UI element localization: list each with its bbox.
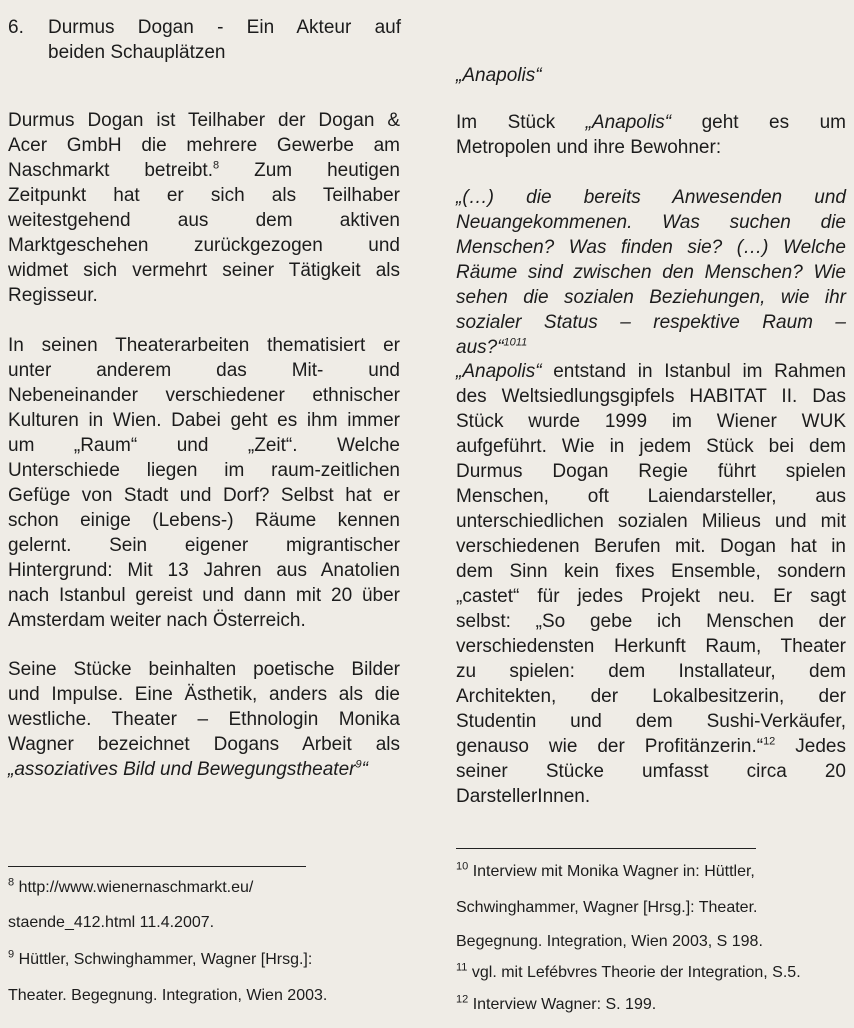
- text-line: [8, 757, 400, 782]
- text-line: Amsterdam weiter nach Österreich.: [8, 610, 306, 631]
- text-line: unterschiedlichen sozialen Milieus und mit: [456, 511, 846, 532]
- section-title-line2: beiden Schauplätzen: [48, 42, 226, 63]
- footnote-10-cont: [456, 898, 757, 918]
- text-line: sozialer Status – respektive Raum –: [456, 312, 846, 333]
- right-paragraph-1: [456, 110, 846, 160]
- text-line: Zeitpunkt hat er sich als Teilhaber: [8, 185, 400, 206]
- text-line: DarstellerInnen.: [456, 786, 591, 807]
- section-title-line1: Durmus Dogan - Ein Akteur auf: [48, 17, 401, 38]
- text-line: Kulturen in Wien. Dabei geht es ihm immer: [8, 410, 400, 431]
- footnote-link[interactable]: http://www.wienernaschmarkt.eu/: [18, 879, 254, 896]
- text-line: Marktgeschehen zurückgezogen und: [8, 235, 400, 256]
- text-line: [456, 335, 846, 360]
- footnote-divider: [8, 866, 306, 867]
- text-line: [456, 110, 846, 135]
- text-fragment: Naschmarkt betreibt.: [8, 160, 213, 181]
- text-line: „(…) die bereits Anwesenden und: [456, 187, 846, 208]
- footnote-ref-12[interactable]: 12: [763, 735, 776, 748]
- text-line: des Weltsiedlungsgipfels HABITAT II. Das: [456, 386, 846, 407]
- footnote-10-cont2: [456, 932, 763, 952]
- text-line: Acer GmbH die mehrere Gewerbe am: [8, 135, 400, 156]
- left-paragraph-2: [8, 333, 400, 633]
- text-line: zu spielen: dem Installateur, dem: [456, 661, 846, 682]
- footnote-text: Interview mit Monika Wagner in: Hüttler,: [472, 863, 755, 880]
- left-paragraph-3: [8, 657, 400, 782]
- text-line: schon einige (Lebens-) Räume kennen: [8, 510, 400, 531]
- text-fragment: Zum heutigen: [219, 160, 400, 181]
- text-line: selbst: „So gebe ich Menschen der: [456, 611, 846, 632]
- text-line: Durmus Dogan ist Teilhaber der Dogan &: [8, 110, 400, 131]
- text-line: Seine Stücke beinhalten poetische Bilder: [8, 659, 400, 680]
- text-line: nach Istanbul gereist und dann mit 20 über: [8, 585, 400, 606]
- footnote-text: Theater. Begegnung. Integration, Wien 2003.: [8, 987, 328, 1004]
- text-line: [8, 158, 400, 183]
- text-line: Menschen, oft Laiendarsteller, aus: [456, 486, 846, 507]
- text-line: Hintergrund: Mit 13 Jahren aus Anatolien: [8, 560, 400, 581]
- footnote-9-cont: [8, 986, 327, 1006]
- text-fragment: genauso wie der Profitänzerin.“: [456, 736, 764, 757]
- footnote-text: Begegnung. Integration, Wien 2003, S 198.: [456, 933, 763, 950]
- footnote-9: [8, 950, 312, 970]
- section-heading: [8, 15, 400, 65]
- left-paragraph-1: [8, 108, 400, 308]
- footnote-12: [456, 995, 656, 1015]
- footnote-text: Hüttler, Schwinghammer, Wagner [Hrsg.]:: [18, 951, 313, 968]
- text-line: verschiedensten Herkunft Raum, Theater: [456, 636, 846, 657]
- text-line: Regisseur.: [8, 285, 98, 306]
- play-title-inline: „Anapolis“: [456, 361, 542, 382]
- footnote-number: 9: [8, 948, 15, 961]
- quote-block: [456, 185, 846, 360]
- text-line: Stück wurde 1999 im Wiener WUK: [456, 411, 846, 432]
- footnote-8-cont: [8, 913, 214, 933]
- text-line: und Impulse. Eine Ästhetik, anders als die: [8, 684, 400, 705]
- text-line: In seinen Theaterarbeiten thematisiert er: [8, 335, 400, 356]
- footnote-ref-9[interactable]: 9: [355, 758, 362, 771]
- text-line: „castet“ für jedes Projekt neu. Er sagt: [456, 586, 846, 607]
- text-fragment: geht es um: [671, 112, 846, 133]
- section-number: 6.: [8, 17, 24, 38]
- footnote-link-cont: staende_412.html 11.4.2007.: [8, 914, 215, 931]
- text-fragment: entstand in Istanbul im Rahmen: [541, 361, 846, 382]
- text-line: Nebeneinander verschiedener ethnischer: [8, 385, 400, 406]
- text-line: aufgeführt. Wie in jedem Stück bei dem: [456, 436, 846, 457]
- text-line: dem Sinn kein fixes Ensemble, sondern: [456, 561, 846, 582]
- text-line: verschiedenen Berufen mit. Dogan hat in: [456, 536, 846, 557]
- footnote-text: vgl. mit Lefébvres Theorie der Integration, S.5.: [471, 964, 801, 981]
- text-line: Räume sind zwischen den Menschen? Wie: [456, 262, 846, 283]
- right-paragraph-2: [456, 359, 846, 809]
- text-line: Menschen? Was finden sie? (…) Welche: [456, 237, 846, 258]
- footnote-10: [456, 862, 755, 882]
- footnote-ref-8[interactable]: 8: [213, 159, 220, 172]
- footnote-8: [8, 878, 253, 898]
- footnote-number: 8: [8, 876, 15, 889]
- text-line: [456, 359, 846, 384]
- text-line: Durmus Dogan Regie führt spielen: [456, 461, 846, 482]
- footnote-text: Interview Wagner: S. 199.: [472, 996, 657, 1013]
- footnote-number: 12: [456, 993, 469, 1006]
- play-title-inline: „Anapolis“: [585, 112, 672, 133]
- footnote-11: [456, 963, 801, 983]
- text-fragment: “: [361, 759, 368, 780]
- text-line: [456, 734, 846, 759]
- text-line: weitestgehend aus dem aktiven: [8, 210, 400, 231]
- text-line: Gefüge von Stadt und Dorf? Selbst hat er: [8, 485, 400, 506]
- play-title: „Anapolis“: [456, 65, 542, 86]
- text-line: um „Raum“ und „Zeit“. Welche: [8, 435, 400, 456]
- text-line: sehen die sozialen Beziehungen, wie ihr: [456, 287, 846, 308]
- footnote-divider: [456, 848, 756, 849]
- footnote-text: Schwinghammer, Wagner [Hrsg.]: Theater.: [456, 899, 758, 916]
- text-line: westliche. Theater – Ethnologin Monika: [8, 709, 400, 730]
- text-line: Unterschiede liegen im raum-zeitlichen: [8, 460, 400, 481]
- text-fragment: Jedes: [775, 736, 846, 757]
- text-line: Wagner bezeichnet Dogans Arbeit als: [8, 734, 400, 755]
- text-line: gelernt. Sein eigener migrantischer: [8, 535, 400, 556]
- text-fragment: „assoziatives Bild und Bewegungstheater: [8, 759, 356, 780]
- text-line: unter anderem das Mit- und: [8, 360, 400, 381]
- text-line: Neuangekommenen. Was suchen die: [456, 212, 846, 233]
- text-line: Architekten, der Lokalbesitzerin, der: [456, 686, 846, 707]
- text-fragment: Im Stück: [456, 112, 586, 133]
- text-line: widmet sich vermehrt seiner Tätigkeit als: [8, 260, 400, 281]
- footnote-number: 11: [456, 961, 468, 974]
- text-line: Studentin und dem Sushi-Verkäufer,: [456, 711, 846, 732]
- text-line: seiner Stücke umfasst circa 20: [456, 761, 846, 782]
- footnote-ref-10-11[interactable]: 1011: [503, 336, 528, 349]
- text-line: Metropolen und ihre Bewohner:: [456, 137, 722, 158]
- text-fragment: aus?“: [456, 337, 504, 358]
- footnote-number: 10: [456, 860, 469, 873]
